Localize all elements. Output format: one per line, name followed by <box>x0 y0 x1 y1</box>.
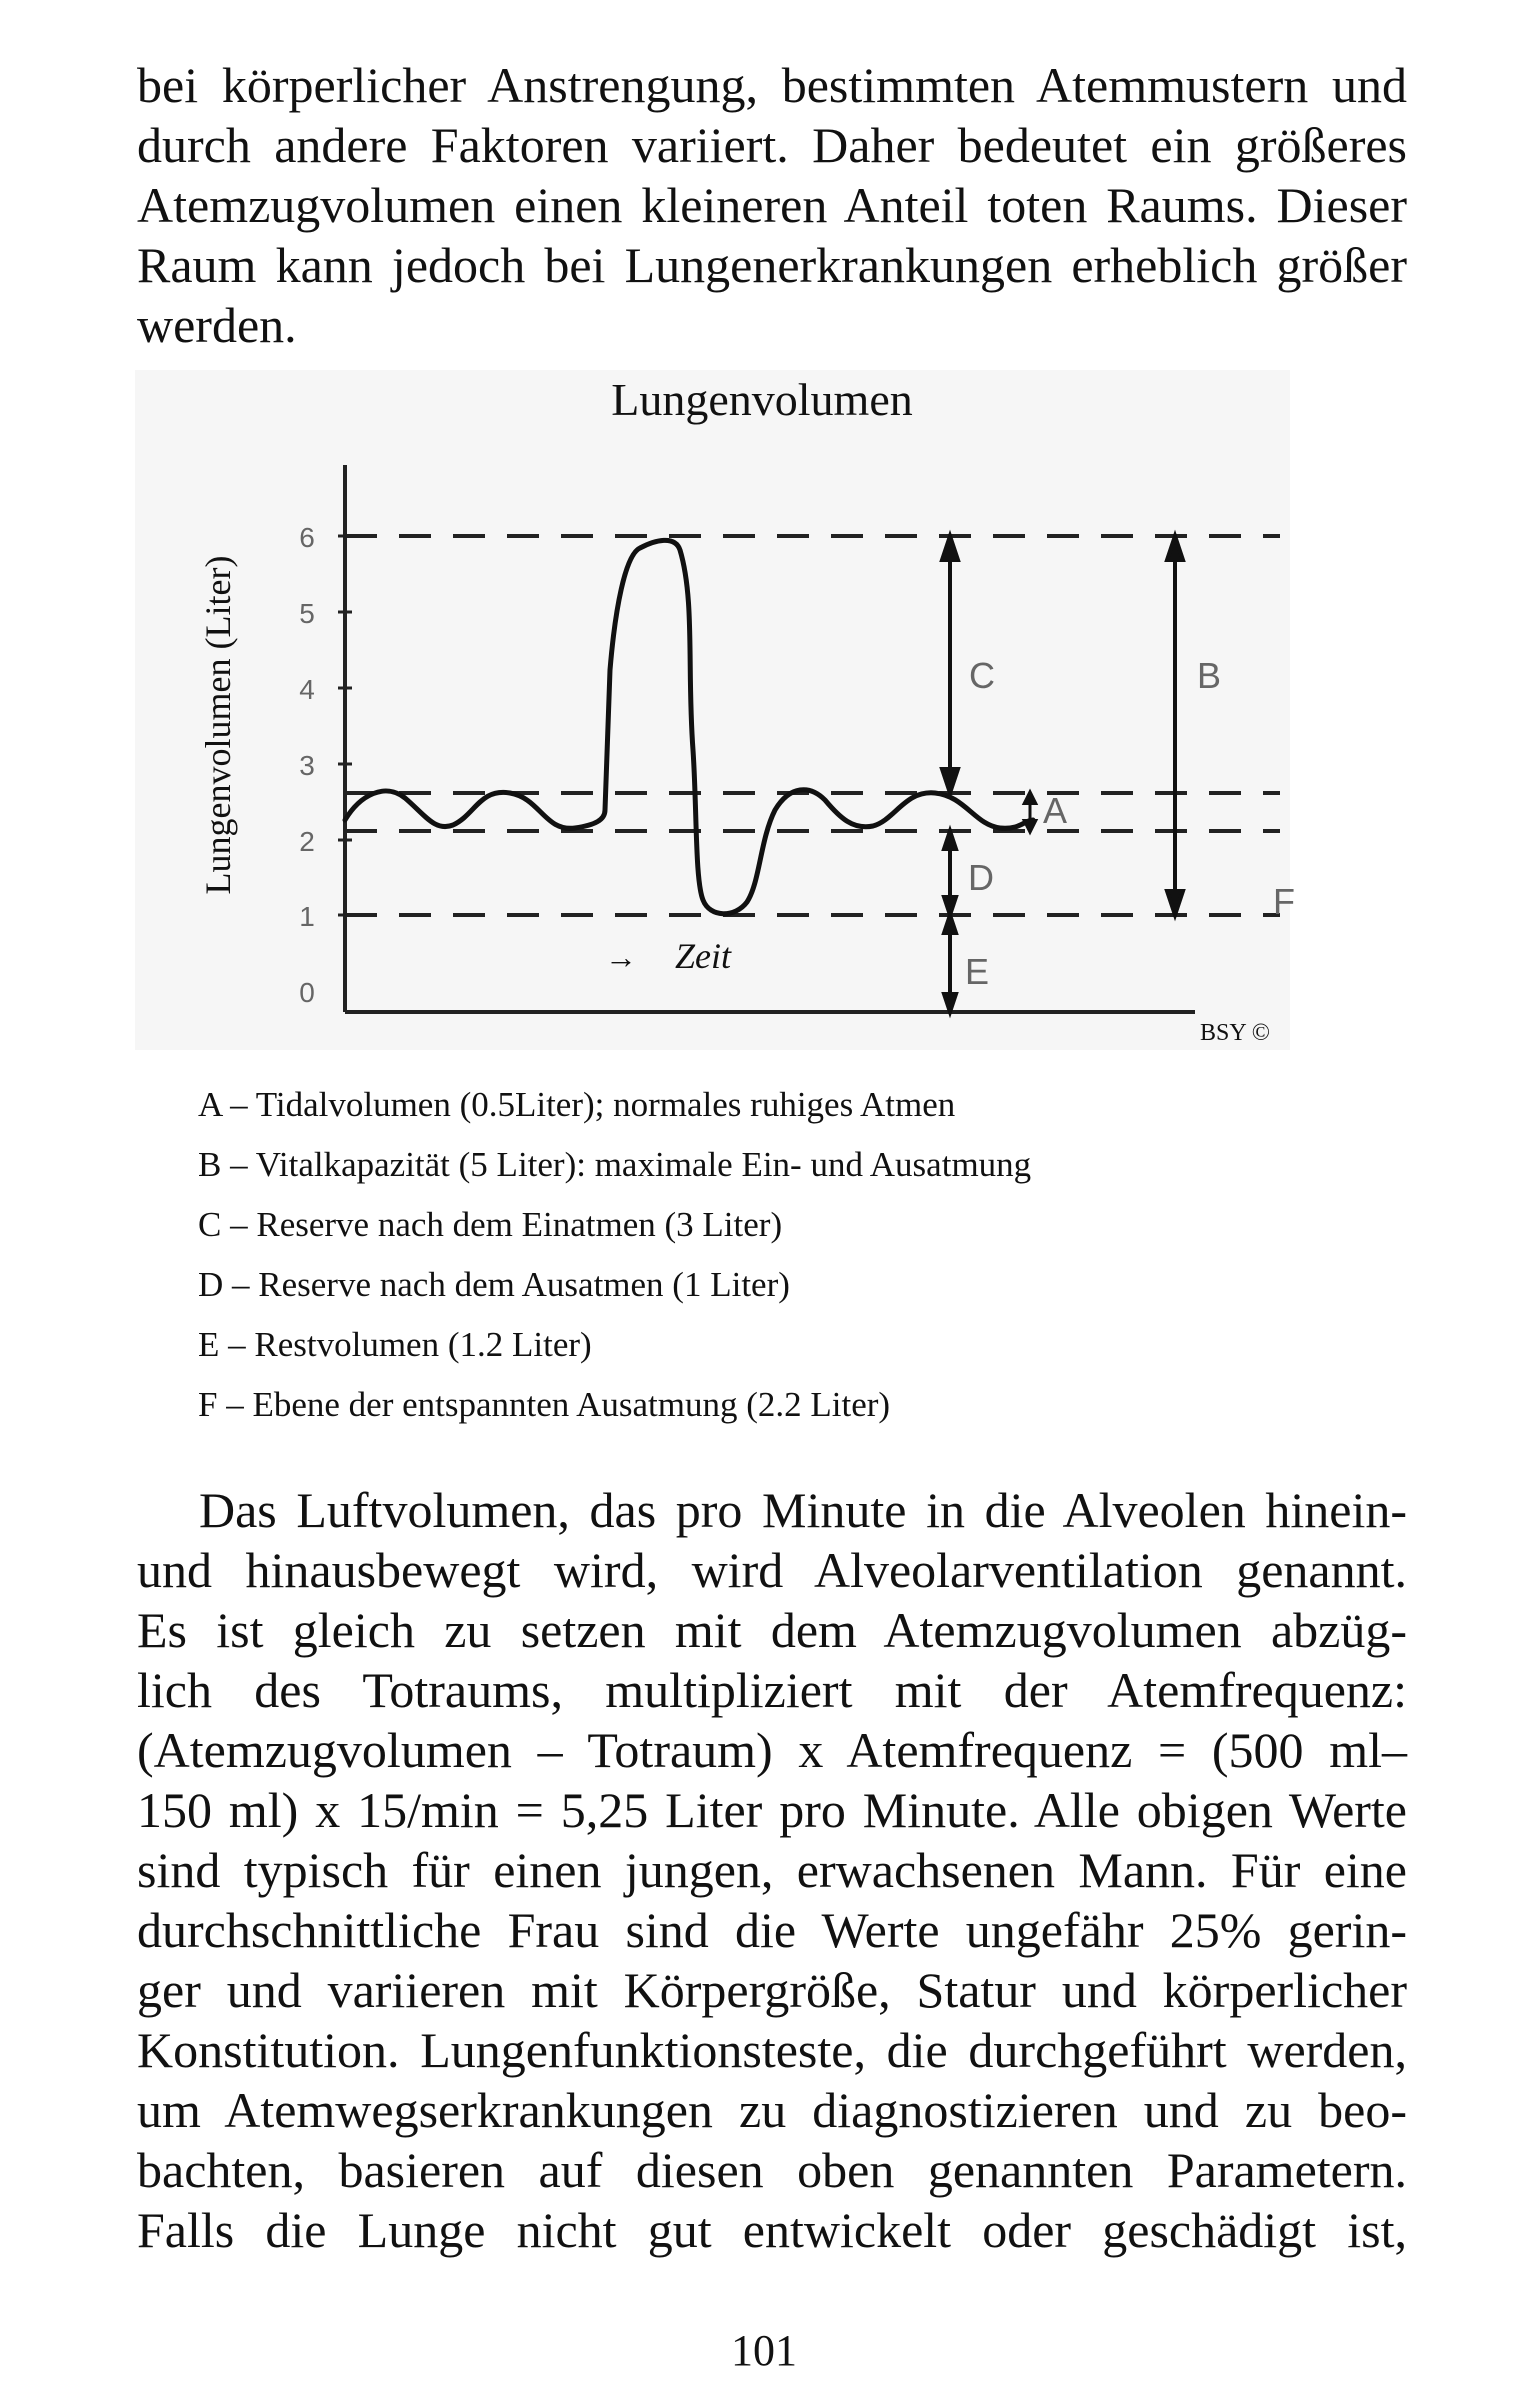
legend-item: A – Tidalvolumen (0.5Liter); normales ruhiges Atmen <box>198 1085 956 1124</box>
breathing-curve <box>345 540 1033 913</box>
marker-label-c: C <box>969 655 995 696</box>
text-line: (Atemzugvolumen – Totraum) x Atemfrequenz = (500 ml– <box>137 1722 1407 1778</box>
text-line: bachten, basieren auf diesen oben genannten Parametern. <box>137 2142 1407 2198</box>
text-line: um Atemwegserkrankungen zu diagnostizieren und zu beo- <box>137 2082 1407 2138</box>
time-arrow: → <box>605 939 637 975</box>
text-line: Raum kann jedoch bei Lungenerkrankungen erheblich größer <box>137 237 1407 293</box>
legend-item: C – Reserve nach dem Einatmen (3 Liter) <box>198 1205 783 1244</box>
text-line: Das Luftvolumen, das pro Minute in die Alveolen hinein- <box>199 1482 1407 1538</box>
figure-legend <box>198 1075 1031 1435</box>
y-axis-label: Lungenvolumen (Liter) <box>198 555 238 895</box>
lung-volume-diagram <box>135 370 1295 1050</box>
marker-label-d: D <box>968 857 994 898</box>
y-tick-label: 3 <box>299 750 315 781</box>
text-line: durchschnittliche Frau sind die Werte ungefähr 25% gerin- <box>137 1902 1407 1958</box>
text-line: bei körperlicher Anstrengung, bestimmten Atemmustern und <box>137 57 1407 113</box>
text-line: und hinausbewegt wird, wird Alveolarventilation genannt. <box>137 1542 1407 1598</box>
bottom-paragraph <box>137 1480 1407 2260</box>
marker-label-b: B <box>1197 655 1222 696</box>
legend-item: D – Reserve nach dem Ausatmen (1 Liter) <box>198 1265 790 1304</box>
text-line: Atemzugvolumen einen kleineren Anteil toten Raums. Dieser <box>137 177 1407 233</box>
marker-label-e: E <box>965 951 990 992</box>
time-label: Zeit <box>674 936 732 976</box>
marker-label-f: F <box>1273 881 1295 922</box>
y-tick-label: 6 <box>299 522 315 553</box>
figure-title: Lungenvolumen <box>611 374 913 425</box>
y-tick-label: 4 <box>299 674 315 705</box>
lung-volume-figure <box>135 370 1295 1050</box>
text-line: werden. <box>137 297 297 353</box>
legend-item: E – Restvolumen (1.2 Liter) <box>198 1325 592 1364</box>
y-tick-label: 2 <box>299 826 315 857</box>
text-line: ger und variieren mit Körpergröße, Statur und körperlicher <box>137 1962 1407 2018</box>
text-line: sind typisch für einen jungen, erwachsenen Mann. Für eine <box>137 1842 1407 1898</box>
text-line: Falls die Lunge nicht gut entwickelt oder geschädigt ist, <box>137 2202 1407 2258</box>
text-line: lich des Totraums, multipliziert mit der Atemfrequenz: <box>137 1662 1407 1718</box>
text-line: Es ist gleich zu setzen mit dem Atemzugvolumen abzüg- <box>137 1602 1407 1658</box>
y-tick-label: 0 <box>299 977 315 1008</box>
text-line: durch andere Faktoren variiert. Daher bedeutet ein größeres <box>137 117 1407 173</box>
text-line: 150 ml) x 15/min = 5,25 Liter pro Minute. Alle obigen Werte <box>137 1782 1407 1838</box>
figure-copyright: BSY © <box>1199 1020 1270 1046</box>
page-number: 101 <box>731 2326 797 2375</box>
legend-item: F – Ebene der entspannten Ausatmung (2.2 Liter) <box>198 1385 891 1424</box>
y-tick-label: 5 <box>299 598 315 629</box>
top-paragraph <box>137 55 1407 355</box>
marker-label-a: A <box>1043 790 1068 831</box>
legend-item: B – Vitalkapazität (5 Liter): maximale Ein- und Ausatmung <box>198 1145 1032 1184</box>
text-line: Konstitution. Lungenfunktionsteste, die durchgeführt werden, <box>137 2022 1407 2078</box>
y-tick-label: 1 <box>299 901 315 932</box>
